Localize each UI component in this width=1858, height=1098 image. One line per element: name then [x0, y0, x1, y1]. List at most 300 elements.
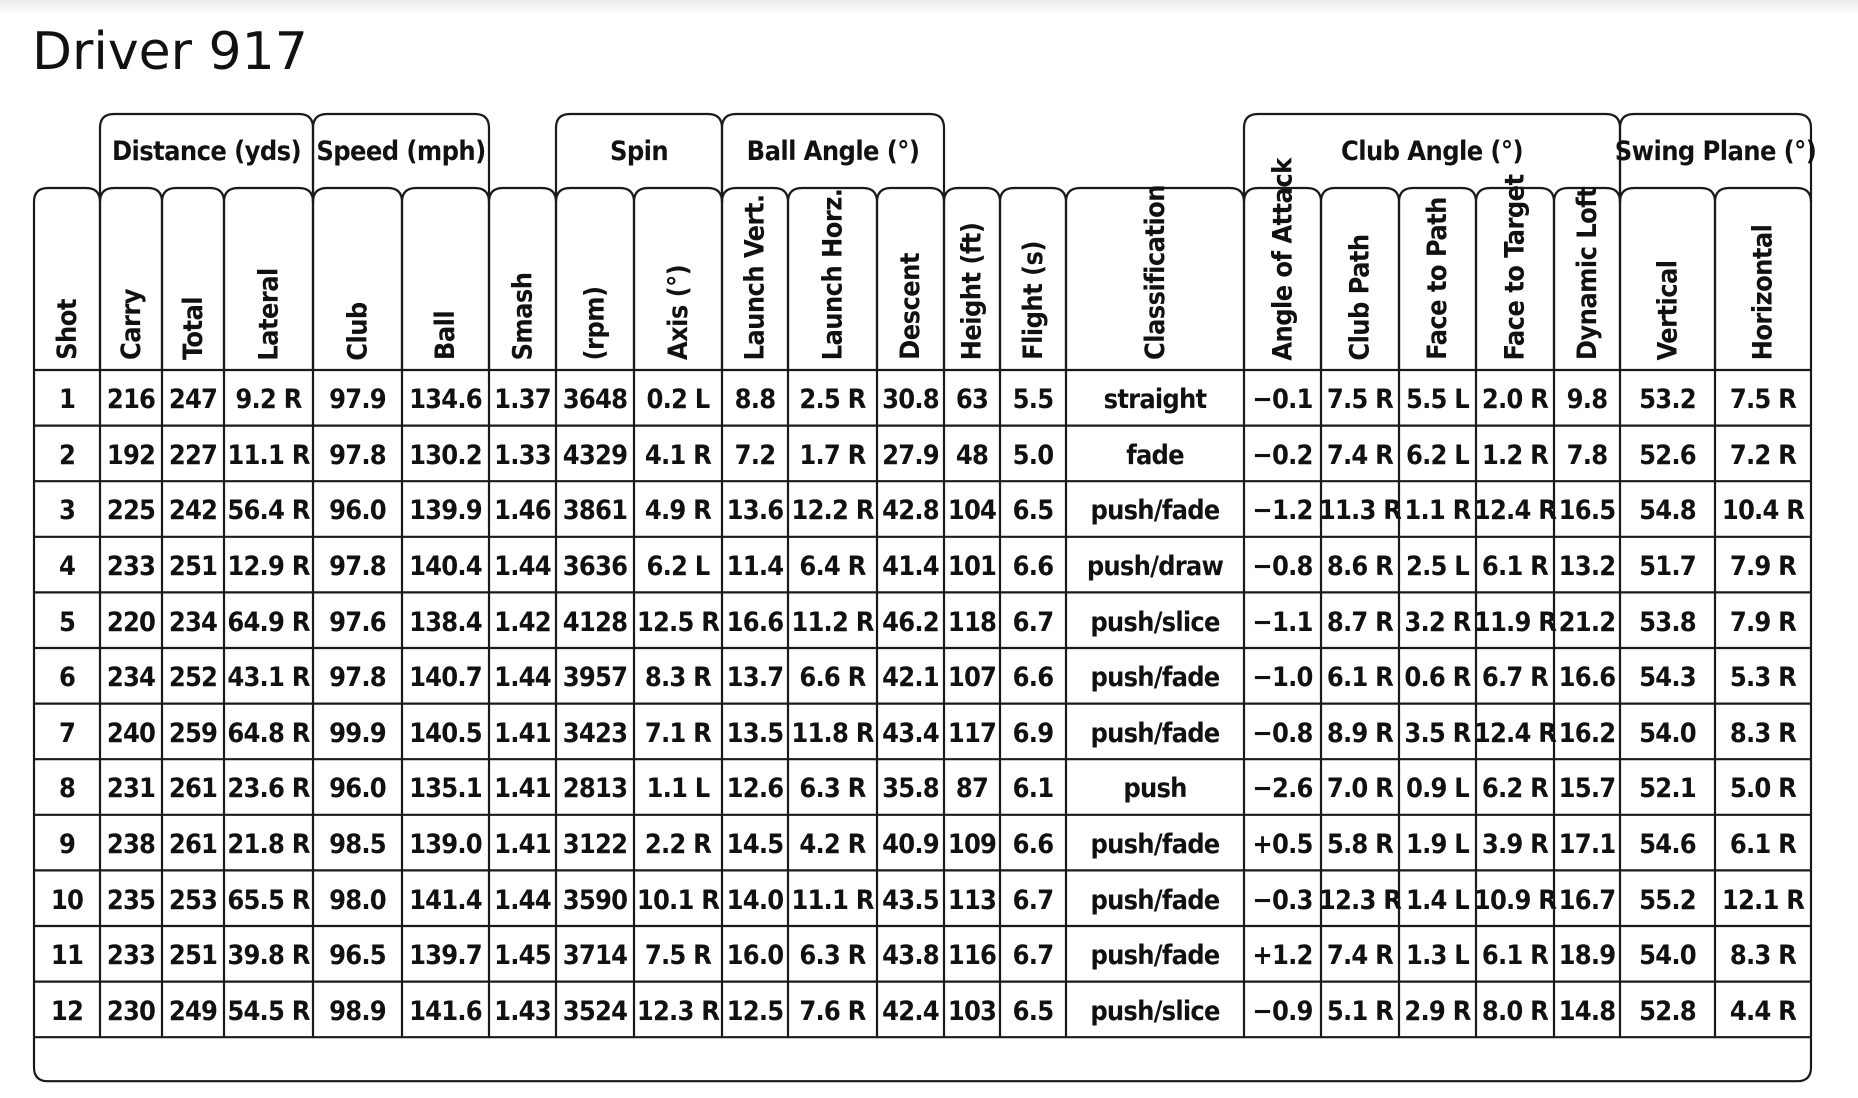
table-cell: 253 — [168, 884, 218, 916]
table-cell: 192 — [106, 439, 156, 471]
table-cell: 1.44 — [494, 884, 551, 916]
table-cell: 109 — [947, 829, 997, 861]
column-header — [556, 188, 634, 370]
table-cell: push/draw — [1086, 551, 1224, 583]
table-cell: 6.6 — [1012, 662, 1054, 694]
table-cell: 53.2 — [1639, 384, 1696, 416]
table-cell: 54.0 — [1639, 717, 1696, 749]
table-cell: 16.5 — [1558, 495, 1616, 527]
table-cell: 6.4 R — [799, 551, 866, 583]
table-cell: push/fade — [1090, 495, 1220, 527]
table-cell: push — [1123, 773, 1187, 805]
table-cell: 3524 — [562, 995, 628, 1027]
table-cell: 3636 — [562, 551, 628, 583]
table-cell: 138.4 — [409, 606, 482, 638]
table-cell: push/fade — [1090, 662, 1220, 694]
table-cell: 6.7 R — [1481, 662, 1549, 694]
table-cell: 1.33 — [494, 439, 551, 471]
table-cell: 5.0 — [1012, 439, 1054, 471]
table-cell: 130.2 — [409, 439, 482, 471]
table-cell: 3714 — [562, 940, 628, 972]
column-header-label: Face to Target — [1499, 173, 1531, 361]
table-cell: push/fade — [1090, 717, 1220, 749]
table-cell: 5.5 L — [1406, 384, 1469, 416]
table-cell: 55.2 — [1639, 884, 1696, 916]
table-cell: 6.5 — [1012, 995, 1054, 1027]
page-title: Driver 917 — [32, 22, 308, 82]
table-cell: 63 — [955, 384, 989, 416]
table-cell: push/fade — [1090, 940, 1220, 972]
table-cell: 7.0 R — [1326, 773, 1394, 805]
table-cell: 43.1 R — [227, 662, 310, 694]
column-header — [224, 188, 313, 370]
table-cell: 233 — [106, 940, 156, 972]
column-header — [1000, 188, 1066, 370]
table-cell: 87 — [955, 773, 989, 805]
table-cell: 6.3 R — [799, 940, 866, 972]
table-cell: 104 — [947, 495, 997, 527]
table-cell: 1.4 L — [1406, 884, 1469, 916]
table-cell: 41.4 — [882, 551, 939, 583]
column-header-label: (rpm) — [579, 286, 611, 360]
table-cell: 16.0 — [726, 940, 784, 972]
column-header-label: Axis (°) — [662, 264, 694, 361]
table-cell: −0.9 — [1252, 995, 1313, 1027]
table-cell: 261 — [168, 829, 218, 861]
table-cell: 8.0 R — [1481, 995, 1549, 1027]
table-cell: 0.2 L — [646, 384, 710, 416]
column-header — [402, 188, 489, 370]
column-header — [722, 188, 788, 370]
table-cell: 17.1 — [1558, 829, 1616, 861]
table-cell: 235 — [106, 884, 156, 916]
table-cell: 0.6 R — [1404, 662, 1471, 694]
table-cell: 8.7 R — [1326, 606, 1394, 638]
table-cell: 251 — [168, 551, 218, 583]
table-cell: 113 — [947, 884, 997, 916]
column-header — [100, 188, 162, 370]
table-cell: 3.9 R — [1481, 829, 1549, 861]
column-header — [1399, 188, 1476, 370]
table-cell: 2.9 R — [1404, 995, 1471, 1027]
table-cell: 98.9 — [329, 995, 386, 1027]
table-cell: 3861 — [562, 495, 628, 527]
table-cell: 4329 — [562, 439, 628, 471]
table-cell: 35.8 — [882, 773, 939, 805]
column-header — [1244, 157, 1321, 370]
table-cell: 52.6 — [1639, 439, 1696, 471]
table-cell: 51.7 — [1639, 551, 1696, 583]
table-cell: 43.5 — [882, 884, 939, 916]
table-cell: 1.2 R — [1481, 439, 1549, 471]
table-cell: 6.7 — [1012, 940, 1054, 972]
table-cell: 8.3 R — [1729, 717, 1797, 749]
column-header-label: Ball — [430, 310, 462, 361]
table-cell: 6.5 — [1012, 495, 1054, 527]
table-cell: 234 — [106, 662, 156, 694]
table-cell: 116 — [947, 940, 997, 972]
table-cell: 16.6 — [726, 606, 784, 638]
table-cell: 13.7 — [726, 662, 784, 694]
table-cell: 21.8 R — [227, 829, 310, 861]
table-cell: 7.9 R — [1729, 551, 1797, 583]
table-cell: 97.8 — [329, 551, 386, 583]
table-cell: 13.2 — [1558, 551, 1616, 583]
group-header: Spin — [609, 135, 669, 167]
table-cell: 54.0 — [1639, 940, 1696, 972]
table-cell: 7 — [58, 717, 76, 749]
table-cell: 1.44 — [494, 551, 551, 583]
table-cell: 12.6 — [726, 773, 784, 805]
column-header-label: Club Path — [1344, 233, 1376, 361]
table-cell: 9.2 R — [235, 384, 302, 416]
table-cell: 46.2 — [882, 606, 939, 638]
column-header — [489, 188, 556, 370]
table-cell: 1.37 — [494, 384, 551, 416]
table-cell: 52.8 — [1639, 995, 1696, 1027]
table-cell: 97.9 — [329, 384, 386, 416]
table-cell: 97.8 — [329, 439, 386, 471]
table-cell: 1.46 — [494, 495, 551, 527]
table-cell: 11.8 R — [791, 717, 874, 749]
column-header-label: Carry — [115, 288, 147, 361]
table-cell: 1.3 L — [1406, 940, 1469, 972]
table-cell: −0.8 — [1252, 717, 1313, 749]
table-cell: 6.1 — [1012, 773, 1054, 805]
table-cell: 101 — [947, 551, 997, 583]
table-cell: +0.5 — [1252, 829, 1313, 861]
table-cell: 259 — [168, 717, 218, 749]
table-cell: 7.4 R — [1326, 439, 1394, 471]
group-header: Distance (yds) — [111, 135, 302, 167]
table-cell: +1.2 — [1252, 940, 1313, 972]
table-cell: 2.0 R — [1481, 384, 1549, 416]
table-cell: 8 — [58, 773, 76, 805]
table-cell: 252 — [168, 662, 218, 694]
column-header-label: Club — [342, 301, 374, 361]
table-cell: 7.2 R — [1729, 439, 1797, 471]
table-cell: 3590 — [562, 884, 628, 916]
grid-line — [34, 1037, 1811, 1081]
table-cell: 6.3 R — [799, 773, 866, 805]
table-cell: 1.41 — [494, 829, 551, 861]
table-cell: 14.0 — [726, 884, 784, 916]
table-cell: 7.5 R — [1729, 384, 1797, 416]
column-header-label: Height (ft) — [956, 222, 988, 360]
table-cell: 39.8 R — [227, 940, 310, 972]
table-cell: −1.1 — [1252, 606, 1313, 638]
table-cell: 9 — [58, 829, 76, 861]
table-cell: 7.8 — [1566, 439, 1608, 471]
group-header: Club Angle (°) — [1341, 135, 1523, 167]
table-cell: 3.2 R — [1404, 606, 1471, 638]
table-cell: 16.6 — [1558, 662, 1616, 694]
column-header-label: Total — [177, 297, 209, 360]
table-cell: 7.5 R — [1326, 384, 1394, 416]
column-header-label: Descent — [894, 253, 926, 360]
table-cell: 5 — [58, 606, 76, 638]
table-cell: 5.1 R — [1326, 995, 1394, 1027]
table-cell: 97.8 — [329, 662, 386, 694]
table-cell: 54.6 — [1639, 829, 1696, 861]
table-cell: 7.1 R — [644, 717, 712, 749]
table-cell: 247 — [168, 384, 218, 416]
table-cell: 40.9 — [882, 829, 939, 861]
table-cell: 6.9 — [1012, 717, 1054, 749]
column-header-label: Shot — [51, 299, 83, 360]
table-cell: 3957 — [562, 662, 628, 694]
table-cell: 11.2 R — [791, 606, 874, 638]
table-cell: 2.5 L — [1406, 551, 1469, 583]
table-cell: 42.8 — [882, 495, 939, 527]
table-cell: 98.5 — [329, 829, 386, 861]
table-cell: 6.1 R — [1326, 662, 1394, 694]
column-header-label: Vertical — [1652, 259, 1684, 361]
table-cell: 11.1 R — [227, 439, 310, 471]
table-cell: 6.6 — [1012, 829, 1054, 861]
group-header: Swing Plane (°) — [1614, 135, 1817, 167]
table-cell: 6.7 — [1012, 884, 1054, 916]
table-cell: 96.0 — [329, 773, 386, 805]
table-cell: 56.4 R — [227, 495, 310, 527]
table-cell: 103 — [947, 995, 997, 1027]
table-cell: 54.8 — [1639, 495, 1696, 527]
table-cell: 43.8 — [882, 940, 939, 972]
table-cell: 54.5 R — [227, 995, 310, 1027]
table-cell: 10.9 R — [1473, 884, 1557, 916]
table-cell: 12 — [50, 995, 84, 1027]
table-cell: 1.7 R — [799, 439, 866, 471]
table-cell: 3.5 R — [1404, 717, 1471, 749]
table-cell: 4.1 R — [644, 439, 712, 471]
table-cell: 233 — [106, 551, 156, 583]
column-header — [313, 188, 402, 370]
table-cell: 12.1 R — [1721, 884, 1805, 916]
column-header-label: Angle of Attack — [1267, 157, 1299, 361]
table-cell: 6.2 R — [1481, 773, 1549, 805]
column-header-label: Launch Vert. — [739, 193, 771, 361]
table-cell: 1.41 — [494, 773, 551, 805]
table-cell: fade — [1126, 439, 1184, 471]
table-cell: 8.6 R — [1326, 551, 1394, 583]
column-header — [162, 188, 224, 370]
table-cell: 3423 — [562, 717, 628, 749]
table-cell: push/slice — [1090, 995, 1220, 1027]
table-cell: 238 — [106, 829, 156, 861]
table-cell: −0.2 — [1252, 439, 1313, 471]
column-header — [34, 188, 100, 370]
table-cell: 16.2 — [1558, 717, 1616, 749]
table-cell: 231 — [106, 773, 156, 805]
table-cell: 11 — [50, 940, 84, 972]
table-cell: 11.9 R — [1473, 606, 1557, 638]
table-cell: 42.1 — [882, 662, 939, 694]
column-header — [1554, 188, 1620, 370]
table-cell: 64.9 R — [227, 606, 310, 638]
table-cell: 251 — [168, 940, 218, 972]
table-cell: 27.9 — [882, 439, 939, 471]
table-cell: 42.4 — [882, 995, 939, 1027]
column-header-label: Dynamic Loft — [1571, 186, 1603, 361]
column-header — [1066, 185, 1244, 370]
column-header-label: Smash — [506, 272, 538, 360]
table-cell: 5.0 R — [1729, 773, 1797, 805]
column-header-label: Horizontal — [1747, 224, 1779, 360]
table-cell: 6.6 R — [799, 662, 866, 694]
table-cell: 6.2 L — [646, 551, 710, 583]
table-cell: 135.1 — [409, 773, 482, 805]
table-cell: 96.5 — [329, 940, 386, 972]
table-cell: 107 — [947, 662, 997, 694]
table-cell: 10.1 R — [636, 884, 720, 916]
table-cell: 220 — [106, 606, 156, 638]
table-cell: 13.5 — [726, 717, 784, 749]
table-cell: 14.5 — [726, 829, 784, 861]
table-cell: 1.1 L — [646, 773, 710, 805]
table-cell: 16.7 — [1558, 884, 1616, 916]
table-cell: 1.42 — [494, 606, 551, 638]
table-cell: 4.9 R — [644, 495, 712, 527]
table-cell: 12.5 R — [636, 606, 720, 638]
table-cell: 249 — [168, 995, 218, 1027]
column-header-label: Classification — [1139, 185, 1171, 360]
table-cell: 117 — [947, 717, 997, 749]
table-cell: 1.1 R — [1404, 495, 1471, 527]
table-cell: 139.0 — [409, 829, 482, 861]
table-cell: 139.7 — [409, 940, 482, 972]
table-cell: 6 — [58, 662, 76, 694]
table-cell: 11.4 — [726, 551, 784, 583]
table-cell: 9.8 — [1566, 384, 1608, 416]
table-cell: −0.8 — [1252, 551, 1313, 583]
column-header — [877, 188, 944, 370]
column-header-label: Flight (s) — [1017, 241, 1049, 360]
table-cell: 12.3 R — [1318, 884, 1402, 916]
table-cell: 134.6 — [409, 384, 482, 416]
table-cell: 141.4 — [409, 884, 482, 916]
group-header: Speed (mph) — [316, 135, 486, 167]
table-cell: 43.4 — [882, 717, 939, 749]
table-cell: straight — [1103, 384, 1207, 416]
table-cell: 14.8 — [1558, 995, 1616, 1027]
column-header-label: Launch Horz. — [816, 188, 848, 360]
table-cell: 261 — [168, 773, 218, 805]
table-cell: 4128 — [562, 606, 628, 638]
table-cell: 5.5 — [1012, 384, 1054, 416]
table-cell: 2.5 R — [799, 384, 866, 416]
column-header — [1620, 188, 1715, 370]
table-cell: 6.1 R — [1481, 940, 1549, 972]
table-cell: 6.1 R — [1481, 551, 1549, 583]
table-cell: 225 — [106, 495, 156, 527]
table-cell: 64.8 R — [227, 717, 310, 749]
table-cell: 10 — [50, 884, 84, 916]
table-cell: 140.7 — [409, 662, 482, 694]
table-cell: 3122 — [562, 829, 628, 861]
column-header — [1715, 188, 1811, 370]
table-cell: 8.3 R — [1729, 940, 1797, 972]
table-cell: 1.41 — [494, 717, 551, 749]
table-cell: 7.2 — [734, 439, 776, 471]
table-cell: 7.6 R — [799, 995, 866, 1027]
table-cell: 7.9 R — [1729, 606, 1797, 638]
table-cell: push/fade — [1090, 884, 1220, 916]
table-cell: 23.6 R — [227, 773, 310, 805]
table-cell: 21.2 — [1558, 606, 1616, 638]
table-cell: 15.7 — [1558, 773, 1616, 805]
table-cell: 216 — [106, 384, 156, 416]
table-cell: 3648 — [562, 384, 628, 416]
table-cell: 6.2 L — [1406, 439, 1469, 471]
table-cell: 7.5 R — [644, 940, 712, 972]
table-cell: 4 — [58, 551, 76, 583]
table-cell: 6.1 R — [1729, 829, 1797, 861]
table-cell: 140.4 — [409, 551, 482, 583]
table-cell: 141.6 — [409, 995, 482, 1027]
table-cell: 140.5 — [409, 717, 482, 749]
table-cell: −0.1 — [1252, 384, 1313, 416]
table-cell: push/slice — [1090, 606, 1220, 638]
table-cell: 118 — [947, 606, 997, 638]
table-cell: 5.3 R — [1729, 662, 1797, 694]
table-cell: 65.5 R — [227, 884, 310, 916]
table-cell: 12.5 — [726, 995, 784, 1027]
table-cell: 227 — [168, 439, 218, 471]
table-cell: 234 — [168, 606, 218, 638]
table-cell: 1.9 L — [1406, 829, 1469, 861]
table-cell: 12.9 R — [227, 551, 310, 583]
table-cell: 4.4 R — [1729, 995, 1797, 1027]
table-cell: 240 — [106, 717, 156, 749]
table-cell: −1.2 — [1252, 495, 1313, 527]
table-cell: 18.9 — [1558, 940, 1616, 972]
table-cell: 4.2 R — [799, 829, 866, 861]
table-cell: 8.3 R — [644, 662, 712, 694]
table-cell: 12.3 R — [636, 995, 720, 1027]
table-cell: 2813 — [562, 773, 628, 805]
column-header — [788, 188, 877, 370]
table-cell: 12.4 R — [1473, 495, 1557, 527]
table-cell: 6.6 — [1012, 551, 1054, 583]
table-cell: 1.45 — [494, 940, 551, 972]
column-header — [1476, 173, 1554, 370]
table-cell: push/fade — [1090, 829, 1220, 861]
table-cell: 2 — [58, 439, 76, 471]
table-cell: 98.0 — [329, 884, 386, 916]
table-cell: 11.3 R — [1318, 495, 1402, 527]
table-cell: 53.8 — [1639, 606, 1696, 638]
table-cell: 7.4 R — [1326, 940, 1394, 972]
table-cell: 12.2 R — [791, 495, 874, 527]
column-header — [1321, 188, 1399, 370]
table-cell: 5.8 R — [1326, 829, 1394, 861]
table-cell: 10.4 R — [1721, 495, 1805, 527]
column-header-label: Face to Path — [1421, 197, 1453, 360]
table-cell: 242 — [168, 495, 218, 527]
column-header — [634, 188, 722, 370]
table-cell: 8.8 — [734, 384, 776, 416]
column-header-label: Lateral — [253, 267, 285, 361]
table-cell: 13.6 — [726, 495, 784, 527]
column-header — [944, 188, 1000, 370]
table-cell: 96.0 — [329, 495, 386, 527]
group-header: Ball Angle (°) — [746, 135, 920, 167]
table-cell: 30.8 — [882, 384, 939, 416]
table-cell: −2.6 — [1252, 773, 1313, 805]
table-cell: 1 — [58, 384, 76, 416]
table-cell: −1.0 — [1252, 662, 1313, 694]
table-cell: 12.4 R — [1473, 717, 1557, 749]
